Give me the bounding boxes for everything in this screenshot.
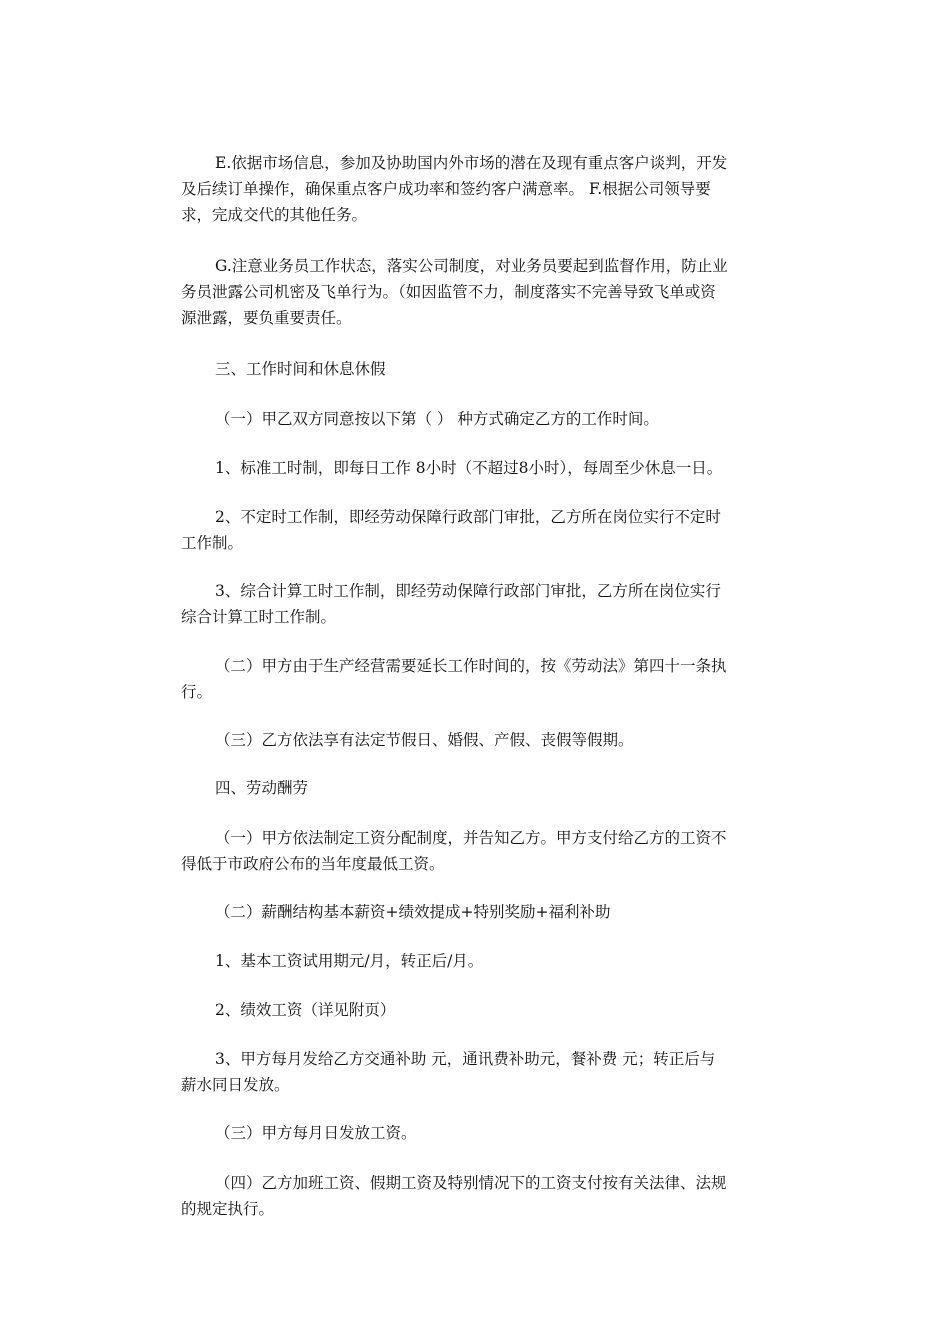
paragraph-line: 综合计算工时工作制。 <box>181 608 337 626</box>
paragraph-line: 及后续订单操作，确保重点客户成功率和签约客户满意率。 F.根据公司领导要 <box>181 180 711 198</box>
paragraph-line: 求，完成交代的其他任务。 <box>181 206 368 224</box>
paragraph-line: 行。 <box>181 683 213 701</box>
paragraph-line: E.依据市场信息，参加及协助国内外市场的潜在及现有重点客户谈判，开发 <box>215 154 728 172</box>
paragraph-p-4-1 <box>181 825 771 877</box>
paragraph-p-4-2-1 <box>181 948 771 974</box>
paragraph-line: 工作制。 <box>181 534 244 552</box>
paragraph-line: 三、工作时间和休息休假 <box>215 360 386 378</box>
paragraph-p-3-2 <box>181 653 771 705</box>
paragraph-p-3-1-3 <box>181 578 771 630</box>
paragraph-p-g <box>181 253 771 331</box>
paragraph-line: （一）甲方依法制定工资分配制度，并告知乙方。甲方支付给乙方的工资不 <box>215 829 727 847</box>
paragraph-line: 的规定执行。 <box>181 1200 275 1218</box>
paragraph-p-3-1-2 <box>181 504 771 556</box>
paragraph-p-section3 <box>181 356 771 382</box>
paragraph-p-e <box>181 150 771 228</box>
paragraph-line: 薪水同日发放。 <box>181 1076 290 1094</box>
paragraph-line: （四）乙方加班工资、假期工资及特别情况下的工资支付按有关法律、法规 <box>215 1174 727 1192</box>
paragraph-line: 四、劳动酬劳 <box>215 779 309 797</box>
paragraph-p-4-3 <box>181 1120 771 1146</box>
paragraph-line: 2、不定时工作制，即经劳动保障行政部门审批，乙方所在岗位实行不定时 <box>215 508 721 526</box>
paragraph-p-4-2-2 <box>181 997 771 1023</box>
paragraph-p-4-2 <box>181 899 771 925</box>
paragraph-line: 得低于市政府公布的当年度最低工资。 <box>181 855 445 873</box>
paragraph-line: 务员泄露公司机密及飞单行为。（如因监管不力，制度落实不完善导致飞单或资 <box>181 283 716 301</box>
paragraph-line: 1、标准工时制，即每日工作 8小时（不超过8小时），每周至少休息一日。 <box>215 459 723 477</box>
paragraph-line: 2、绩效工资（详见附页） <box>215 1001 396 1019</box>
paragraph-line: （二）薪酬结构基本薪资+绩效提成+特别奖励+福利补助 <box>215 903 611 921</box>
paragraph-line: （一）甲乙双方同意按以下第（ ） 种方式确定乙方的工作时间。 <box>215 410 659 428</box>
paragraph-line: （三）甲方每月日发放工资。 <box>215 1124 417 1142</box>
paragraph-line: 源泄露，要负重要责任。 <box>181 309 352 327</box>
paragraph-line: （三）乙方依法享有法定节假日、婚假、产假、丧假等假期。 <box>215 731 634 749</box>
paragraph-line: 3、甲方每月发给乙方交通补助 元，通讯费补助元，餐补费 元；转正后与 <box>215 1050 716 1068</box>
paragraph-line: 3、综合计算工时工作制，即经劳动保障行政部门审批，乙方所在岗位实行 <box>215 582 721 600</box>
paragraph-line: 1、基本工资试用期元/月，转正后/月。 <box>215 952 484 970</box>
paragraph-line: G.注意业务员工作状态，落实公司制度，对业务员要起到监督作用，防止业 <box>215 257 728 275</box>
paragraph-p-4-4 <box>181 1170 771 1222</box>
paragraph-p-3-1-1 <box>181 455 771 481</box>
paragraph-p-3-1 <box>181 406 771 432</box>
paragraph-line: （二）甲方由于生产经营需要延长工作时间的，按《劳动法》第四十一条执 <box>215 657 727 675</box>
paragraph-p-section4 <box>181 775 771 801</box>
paragraph-p-3-3 <box>181 727 771 753</box>
paragraph-p-4-2-3 <box>181 1046 771 1098</box>
